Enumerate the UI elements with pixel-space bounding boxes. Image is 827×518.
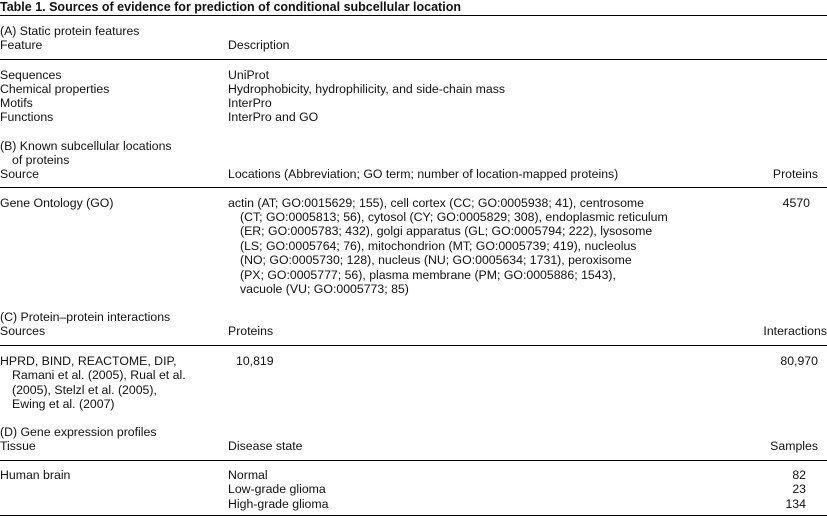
locations-line: (NO; GO:0005730; 128), nucleus (NU; GO:0005634; 1731), peroxisome bbox=[240, 253, 632, 267]
disease-state-cell: Normal bbox=[228, 468, 268, 482]
sources-line: HPRD, BIND, REACTOME, DIP, bbox=[0, 354, 177, 368]
section-c-heading: (C) Protein–protein interactions bbox=[0, 310, 171, 324]
sources-line: Ewing et al. (2007) bbox=[12, 397, 115, 411]
section-b-rule bbox=[0, 187, 827, 188]
section-b-heading-line1: (B) Known subcellular locations bbox=[0, 139, 172, 153]
table-title: Table 1. Sources of evidence for prediction of conditional subcellular location bbox=[0, 0, 461, 14]
section-c-col-sources: Sources bbox=[0, 324, 46, 338]
section-c-rule bbox=[0, 345, 827, 346]
description-cell: Hydrophobicity, hydrophilicity, and side-chain mass bbox=[228, 82, 506, 96]
source-cell: Gene Ontology (GO) bbox=[0, 196, 114, 210]
section-d-col-samples: Samples bbox=[770, 439, 818, 453]
description-cell: UniProt bbox=[228, 68, 270, 82]
feature-cell: Sequences bbox=[0, 68, 62, 82]
section-d-col-disease-state: Disease state bbox=[228, 439, 303, 453]
locations-line: (PX; GO:0005777; 56), plasma membrane (PM; GO:0005886; 1543), bbox=[240, 268, 616, 282]
interaction-proteins-count: 10,819 bbox=[236, 354, 274, 368]
section-c-col-proteins: Proteins bbox=[228, 324, 274, 338]
locations-line: (ER; GO:0005783; 432), golgi apparatus (GL; GO:0005794; 222), lysosome bbox=[240, 224, 653, 238]
bottom-rule bbox=[0, 515, 827, 516]
samples-cell: 82 bbox=[792, 468, 806, 482]
description-cell: InterPro and GO bbox=[228, 110, 319, 124]
top-rule bbox=[0, 15, 827, 16]
locations-line: vacuole (VU; GO:0005773; 85) bbox=[240, 282, 409, 296]
section-d-heading: (D) Gene expression profiles bbox=[0, 425, 157, 439]
interactions-count: 80,970 bbox=[780, 354, 818, 368]
locations-line: (CT; GO:0005813; 56), cytosol (CY; GO:0005829; 308), endoplasmic reticulum bbox=[240, 210, 668, 224]
section-b-heading-line2: of proteins bbox=[12, 153, 70, 167]
section-a-heading: (A) Static protein features bbox=[0, 24, 140, 38]
tissue-cell: Human brain bbox=[0, 468, 71, 482]
disease-state-cell: High-grade glioma bbox=[228, 497, 329, 511]
disease-state-cell: Low-grade glioma bbox=[228, 482, 326, 496]
section-b-col-locations: Locations (Abbreviation; GO term; number of location-mapped proteins) bbox=[228, 167, 619, 181]
section-b-col-proteins: Proteins bbox=[772, 167, 818, 181]
proteins-count: 4570 bbox=[782, 196, 810, 210]
section-a-col-description: Description bbox=[228, 38, 290, 52]
feature-cell: Functions bbox=[0, 110, 54, 124]
sources-line: (2005), Stelzl et al. (2005), bbox=[12, 383, 157, 397]
section-b-col-source: Source bbox=[0, 167, 39, 181]
section-a-col-feature: Feature bbox=[0, 38, 43, 52]
locations-line: (LS; GO:0005764; 76), mitochondrion (MT; GO:0005739; 419), nucleolus bbox=[240, 239, 637, 253]
feature-cell: Motifs bbox=[0, 96, 33, 110]
sources-line: Ramani et al. (2005), Rual et al. bbox=[12, 368, 186, 382]
section-d-col-tissue: Tissue bbox=[0, 439, 36, 453]
samples-cell: 23 bbox=[792, 482, 806, 496]
locations-line: actin (AT; GO:0015629; 155), cell cortex (CC; GO:0005938; 41), centrosome bbox=[228, 196, 645, 210]
feature-cell: Chemical properties bbox=[0, 82, 110, 96]
samples-cell: 134 bbox=[785, 497, 806, 511]
section-c-col-interactions: Interactions bbox=[763, 324, 827, 338]
section-a-rule bbox=[0, 59, 827, 60]
section-d-rule bbox=[0, 460, 827, 461]
description-cell: InterPro bbox=[228, 96, 272, 110]
